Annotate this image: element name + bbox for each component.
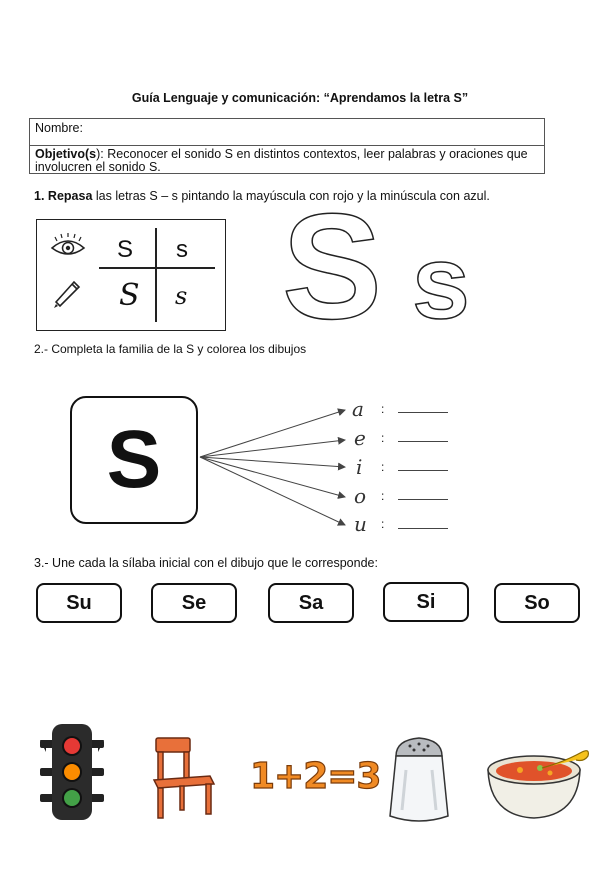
table-upper-print: S	[117, 236, 134, 263]
syllable-si[interactable]: Si	[383, 582, 469, 622]
arrows	[195, 395, 355, 535]
section1-text: las letras S – s pintando la mayúscula con rojo y la minúscula con azul.	[95, 189, 490, 203]
colon-u: :	[381, 517, 385, 531]
soup-bowl-image[interactable]	[484, 744, 592, 822]
objective-row	[30, 146, 544, 176]
section1-verb: Repasa	[47, 189, 93, 203]
center-letter: S	[106, 414, 162, 505]
table-lower-cursive: s	[175, 282, 188, 310]
syllable-so[interactable]: So	[494, 583, 580, 623]
arrow-i	[200, 457, 345, 467]
colon-a: :	[381, 402, 385, 416]
vowel-i: i	[356, 455, 363, 479]
math-text: 1+2=3	[250, 756, 381, 797]
syllable-sa[interactable]: Sa	[268, 583, 354, 623]
center-letter-box	[70, 396, 198, 524]
pencil-icon	[50, 278, 84, 308]
colon-e: :	[381, 431, 385, 445]
letter-table	[36, 219, 226, 331]
section1-instruction	[34, 189, 490, 203]
arrow-a	[200, 410, 345, 457]
section2-instruction: 2.- Completa la familia de la S y colorea los dibujos	[34, 342, 307, 356]
colon-o: :	[381, 489, 385, 503]
eye-icon	[49, 232, 87, 262]
salt-shaker-image[interactable]	[384, 730, 454, 826]
math-image[interactable]	[248, 750, 381, 798]
vowel-e: e	[354, 426, 366, 450]
name-row	[30, 119, 544, 146]
outline-upper-s: S	[282, 182, 383, 350]
section3-instruction: 3.- Une cada la sílaba inicial con el dibujo que le corresponde:	[34, 556, 378, 570]
traffic-light-image[interactable]	[40, 722, 104, 822]
blank-e[interactable]	[398, 441, 448, 442]
objective-label: Objetivo(s	[35, 147, 97, 161]
vowel-o: o	[354, 484, 367, 508]
blank-u[interactable]	[398, 528, 448, 529]
table-lower-print: s	[176, 236, 188, 263]
blank-i[interactable]	[398, 470, 448, 471]
syllable-su[interactable]: Su	[36, 583, 122, 623]
objective-suffix: ):	[96, 147, 104, 161]
objective-text: Reconocer el sonido S en distintos contextos, leer palabras y oraciones que involucren el sonido S.	[35, 147, 528, 174]
info-box	[29, 118, 545, 174]
page-title: Guía Lenguaje y comunicación: “Aprendamos la letra S”	[131, 91, 469, 105]
syllable-se[interactable]: Se	[151, 583, 237, 623]
table-vertical-line	[155, 228, 157, 322]
blank-o[interactable]	[398, 499, 448, 500]
name-label: Nombre:	[35, 121, 83, 135]
section1-number: 1.	[34, 189, 45, 203]
vowel-a: a	[352, 397, 364, 421]
arrow-e	[200, 440, 345, 457]
vowel-u: u	[354, 512, 367, 536]
chair-image[interactable]	[148, 736, 218, 820]
table-upper-cursive: S	[119, 278, 140, 313]
table-horizontal-line	[99, 267, 215, 269]
colon-i: :	[381, 460, 385, 474]
outline-lower-s: s	[412, 225, 470, 341]
blank-a[interactable]	[398, 412, 448, 413]
